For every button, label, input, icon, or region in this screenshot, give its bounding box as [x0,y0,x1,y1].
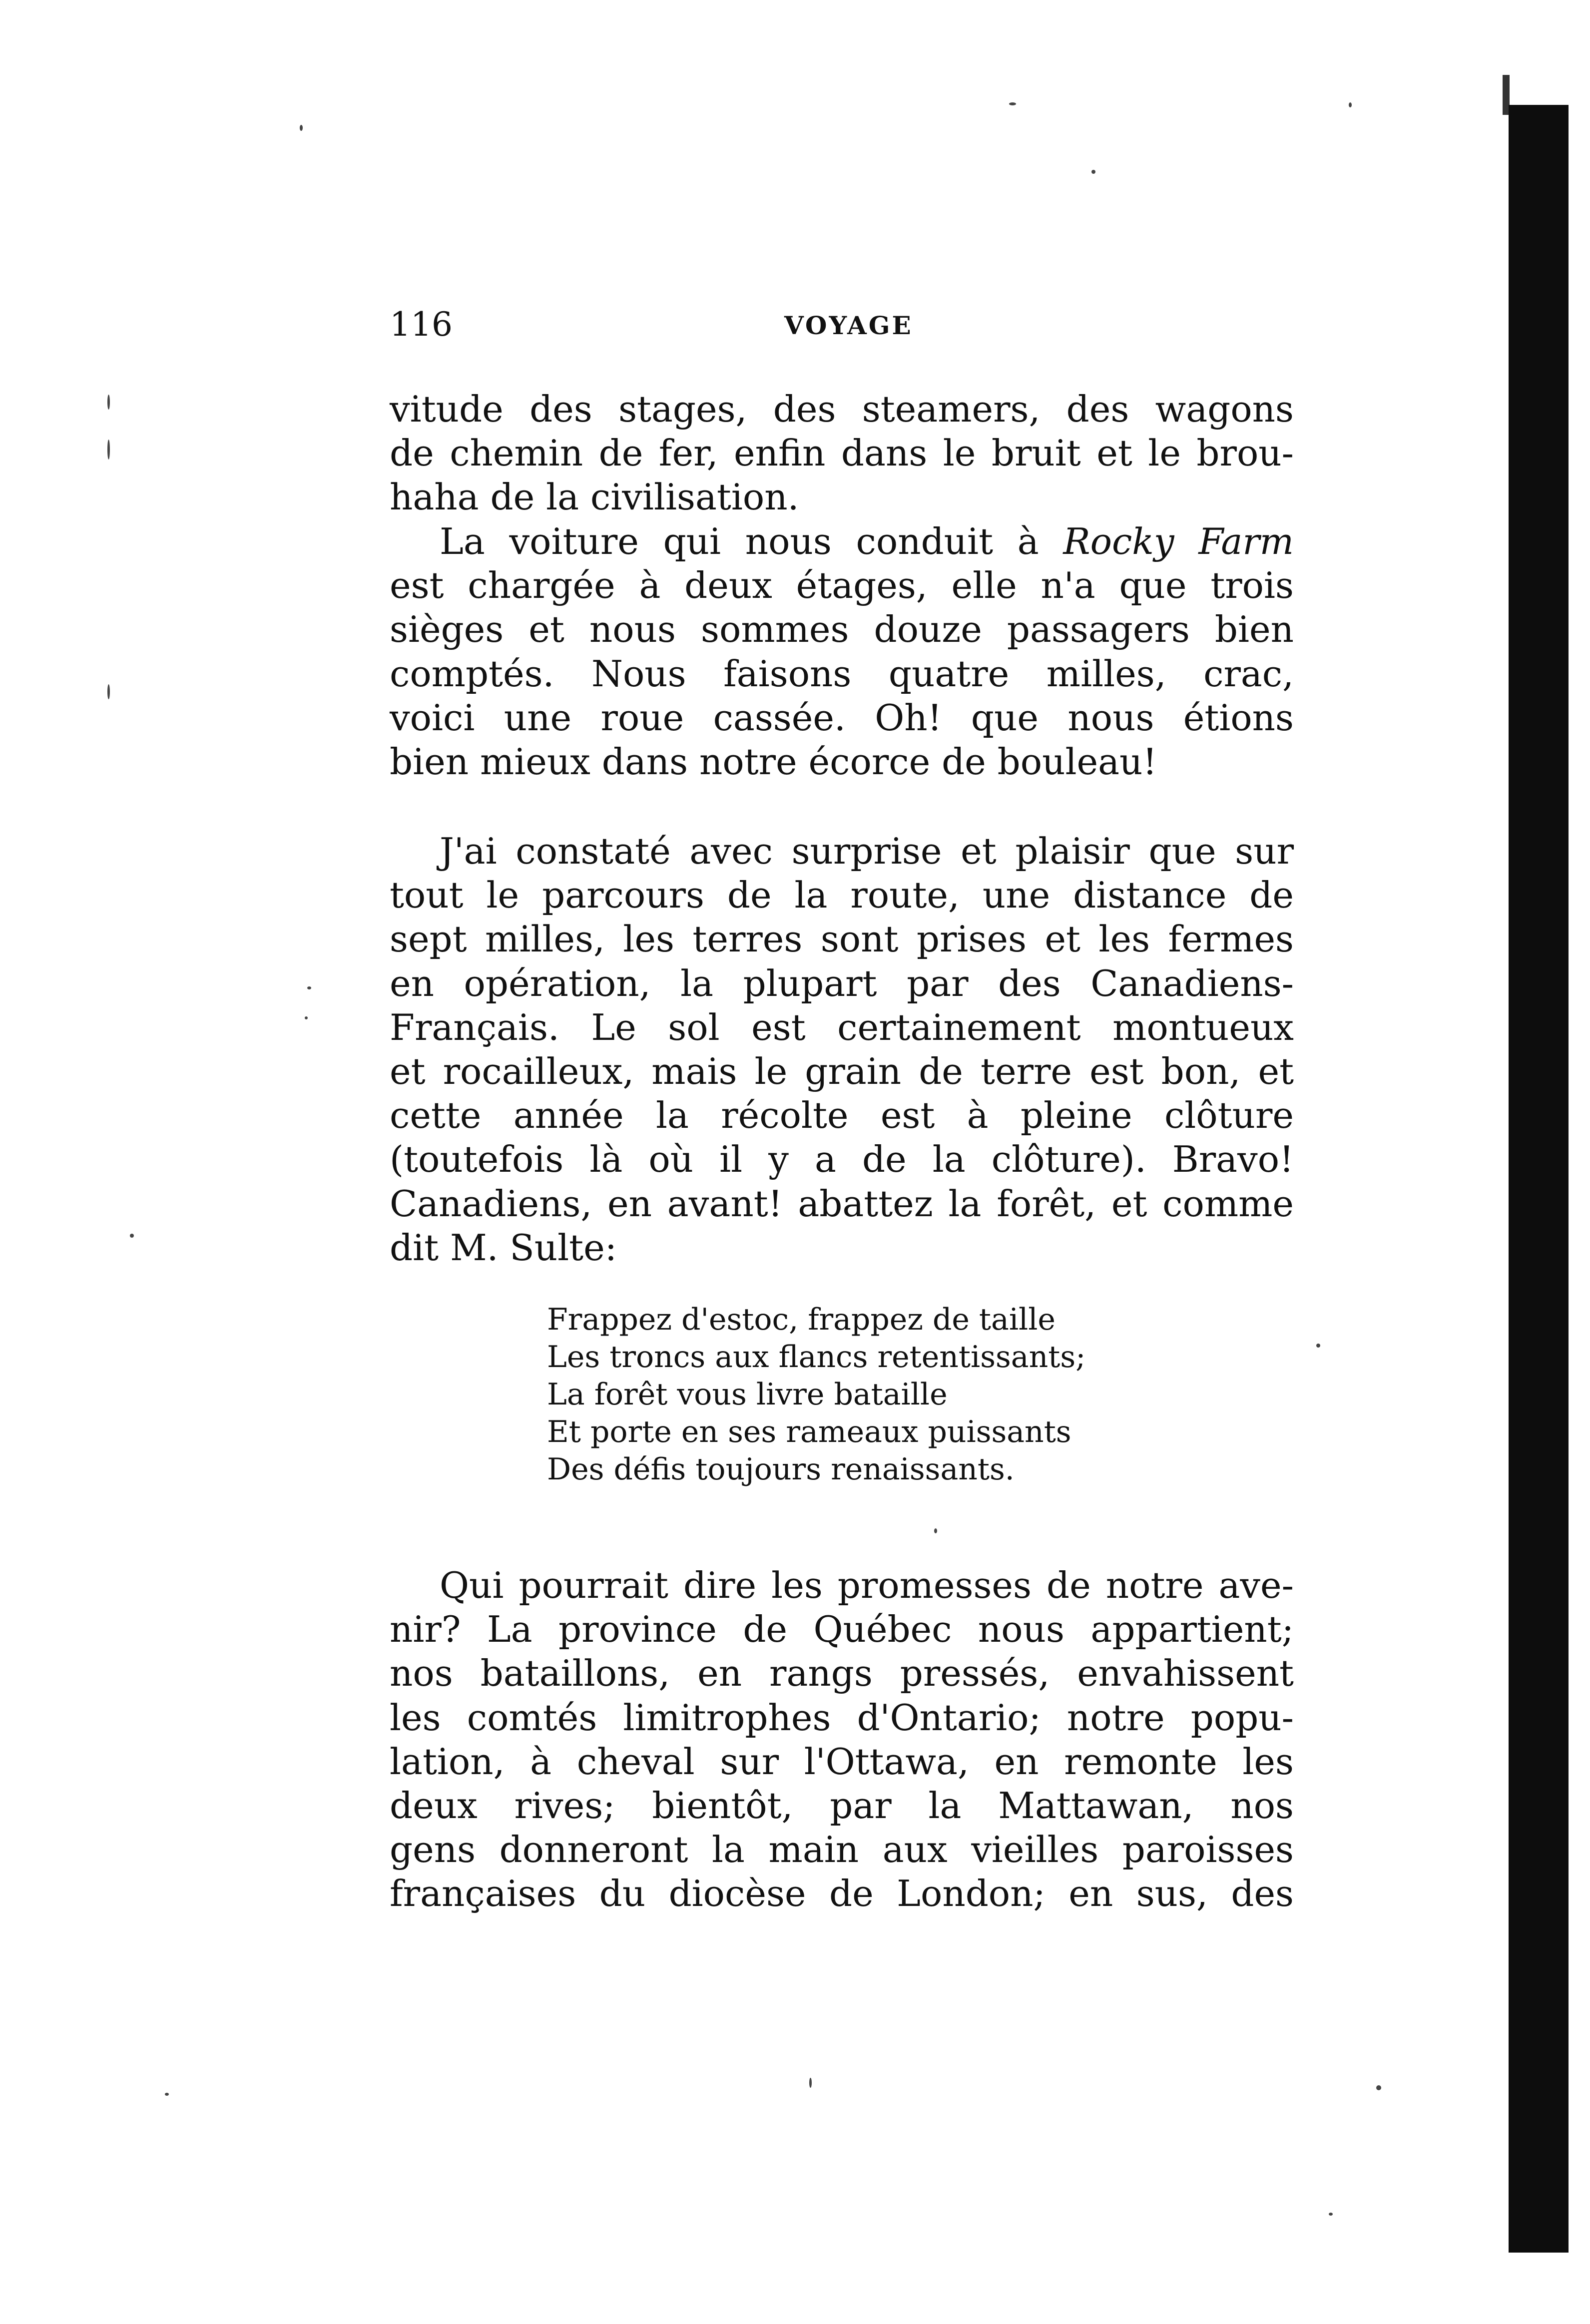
scan-speck [305,1016,308,1019]
paragraph-2 [390,519,1294,784]
verse-line: Frappez d'estoc, frappez de taille [547,1302,1056,1337]
text-line-start: La voiture qui nous conduit à [440,520,1063,562]
paragraph-1 [390,387,1294,519]
text-line: sept milles, les terres sont prises et les fermes [390,918,1294,960]
verse-line: Et porte en ses rameaux puissants [547,1414,1071,1449]
verse-line: Les troncs aux flancs retentissants; [547,1340,1086,1375]
binding-shadow [1509,105,1569,2253]
text-line: est chargée à deux étages, elle n'a que trois [390,564,1294,607]
verse-quotation [547,1301,1196,1488]
scan-speck [1349,102,1352,107]
text-line: en opération, la plupart par des Canadiens- [390,962,1294,1004]
emphasis-rocky-farm: Rocky Farm [1063,520,1294,562]
text-line: et rocailleux, mais le grain de terre est bon, et [390,1050,1294,1093]
text-line: Qui pourrait dire les promesses de notre ave- [440,1564,1294,1606]
text-line: cette année la récolte est à pleine clôture [390,1094,1294,1137]
verse-line: Des défis toujours renaissants. [547,1452,1015,1487]
scan-speck [307,986,311,989]
paragraph-4 [390,1563,1294,1916]
text-line: tout le parcours de la route, une distance de [390,874,1294,917]
text-line: gens donneront la main aux vieilles paroisses [390,1829,1294,1871]
text-line: Français. Le sol est certainement montueux [390,1006,1294,1048]
text-line: voici une roue cassée. Oh! que nous étions [390,696,1294,739]
text-line: sièges et nous sommes douze passagers bien [390,608,1294,651]
page-header [390,302,1294,347]
text-line [390,519,1294,563]
text-line: Canadiens, en avant! abattez la forêt, et comme [390,1182,1294,1225]
text-line: françaises du diocèse de London; en sus, des [390,1872,1294,1915]
paragraph-3 [390,829,1294,1270]
text-line: bien mieux dans notre écorce de bouleau! [390,741,1157,783]
page-number: 116 [390,305,453,344]
scan-speck [1091,170,1095,174]
text-line: (toutefois là où il y a de la clôture). Bravo! [390,1138,1294,1181]
scan-speck [107,395,110,410]
scan-speck [1376,2085,1381,2090]
scan-speck [1329,2213,1333,2216]
text-line: dit M. Sulte: [390,1226,617,1269]
text-line: comptés. Nous faisons quatre milles, crac, [390,652,1294,695]
text-line: vitude des stages, des steamers, des wagons [390,388,1294,430]
scan-speck [1316,1344,1320,1348]
scan-speck [1009,102,1016,105]
running-head: VOYAGE [784,311,913,340]
text-line: deux rives; bientôt, par la Mattawan, nos [390,1785,1294,1827]
verse-line: La forêt vous livre bataille [547,1377,948,1412]
scan-speck [300,125,303,131]
scan-speck [107,684,110,699]
scan-speck [130,1234,134,1238]
text-line: haha de la civilisation. [390,476,799,518]
text-line: nos bataillons, en rangs pressés, envahissent [390,1652,1294,1695]
scan-speck [165,2093,169,2096]
text-line: de chemin de fer, enfin dans le bruit et le brou- [390,432,1294,474]
scan-speck [809,2078,812,2088]
text-line: J'ai constaté avec surprise et plaisir que sur [440,830,1294,872]
text-line: les comtés limitrophes d'Ontario; notre popu- [390,1696,1294,1739]
scan-speck [107,440,110,460]
text-line: lation, à cheval sur l'Ottawa, en remonte les [390,1740,1294,1783]
scan-speck [934,1528,937,1533]
text-line: nir? La province de Québec nous appartient; [390,1608,1294,1651]
